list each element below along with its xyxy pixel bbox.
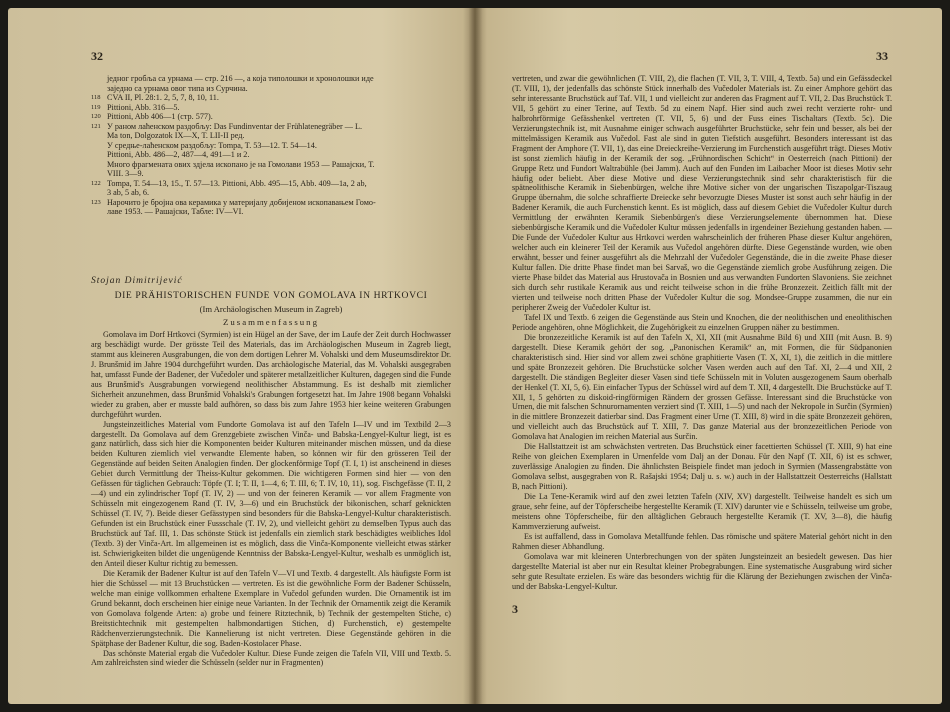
summary-text-continued — [512, 74, 892, 592]
footnote-line — [91, 141, 456, 151]
paragraph: Die La Tene-Keramik wird auf den zwei letzten Tafeln (XIV, XV) dargestellt. Teilweise handelt es sich um graue, sehr feine, auf der Töpferscheibe hergestellte Keramik (T. XIV) darunter vie e Schüsseln, teilweise um grobe, meistens ohne Töpferscheibe, für den alltäglichen Gebrauch hergestellte Keramik (T. XV, 3—8), die häufig Kammverzierung aufweist. — [512, 492, 892, 531]
page-number: 32 — [91, 49, 103, 63]
paragraph: vertreten, und zwar die gewöhnlichen (T. VIII, 2), die flachen (T. VII, 3, T. VIII, 4, Textb. 5a) und ein Gefässdeckel (T. VIII, 1), der jedenfalls das schönste Stück innerhalb des Vučedoler Materials ist. Zu einer Amphore gehört das sehr interessante Bruchstück auf Taf. VII, 1 und vielleicht zur anderen das Fragment auf T. VII, 2. Das Bruchstück T. VII, 5 gehört zu einer Terine, auf Textb. 5d zu einem Napf. Hier sind auch zwei recht verzierte rohr- und halbrohrförmige Gefässhenkel vertreten (T. VII, 5, 6) und der Fuss eines Tischaltars (Textb. 5c). Die Verzierungstechnik ist, mit Ausnahme einiger schwach ausgeführter Bruchstücke, sehr fein und besser, als bei der mittelmässigen Keramik aus Vučedol. Fast ale sind in guten Tiefstich ausgeführt. Besonders interessant ist das Fragment der Amphore (T. VII, 1), das eine Dreieckreihe-Verzierung im Furchenstich ausgeführt trägt. Dieses Motiv ist sonst ziemlich häufig in der Keramik der sog. „Frühnordischen Schicht“ in Oesterreich (nach Pittioni) der Gruppe Retz und Fundort Waltrabühle (bei Jamm). Auch auf den Funden im Laibacher Moor ist dieses Motiv sehr häufig oder beliebt. Aber diese Motive und diese Verzierungstechnik sind sehr charakteristisch für die spätneolithische Keramik in Siebenbürgen, welche ihre Motive sicher von der ungarischen Tiszapolgar-Tiszaug Gruppe übernahm, die solche schraffierte Dreiecke sehr bevorzugte Dieses Muster ist sonst auch sehr häufig in der Badener Keramik, die auch Furchenstich kennt. Es ist möglich, dass auf diesem Gebiet die Vučedoler Kultur durch Vermittlung der erwähnten Keramik Siebenbürgen's diese Verzierungselemente übernommen hat. Diese siebenbürgische Keramik und die Vučedoler Kultur müssen jedenfalls in irgendeiner Beziehung gestanden haben. — Die Funde der Vučedoler Kultur aus Hrtkovci werden wahrscheinlich der früheren Phase dieser Kultur angehören, welcher auch ein kleinerer Teil der Keramik aus Vučedol angehören dürfte. Diese Gegenstände wurden, wie oben erwähnt, besser und feiner ausgeführt als die Mehrzahl der Vučedoler Gegenstände, die in die zweite Phase dieser Kultur fallen. Die dritte Phase findet man bei Sarvaš, wo die Gegenstände ziemlich grobe Ausführung zeigen. Die vierte Phase bildet das Material aus Hrustovača in Bosnien und aus verwandten Fundorten Slavoniens. Sie zeichnet sich durch sehr rustikale Keramik aus und reicht teilweise schon in die frühe Bronzezeit. Zeitlich fällt mit der vierten und teilweise noch dritten Phase der Vučedoler Kultur die sog. Mondsee-Gruppe zusammen, die nur ein peripherer Zweig der Vučedoler Kultur ist. — [512, 74, 892, 312]
footnote-line — [91, 103, 456, 113]
footnote-number: 118 — [91, 94, 101, 101]
footnote-text: Pittioni, Abb. 316—5. — [107, 102, 180, 112]
footnote-line — [91, 84, 456, 94]
article-title: DIE PRÄHISTORISCHEN FUNDE VON GOMOLAVA IN HRTKOVCI — [114, 290, 428, 301]
footnote-text: Pittioni, Abb. 486—2, 487—4, 491—1 и 2. — [107, 150, 250, 159]
footnote-text: Ma ton, Dolgozatok IX—X, T. LII-II ред. — [107, 131, 245, 140]
article-subtitle: (Im Archäologischen Museum in Zagreb) — [199, 304, 343, 314]
footnote-line — [91, 207, 456, 217]
footnote-line — [91, 160, 456, 170]
footnote-text: 3 ab, 5 ab, 6. — [107, 188, 150, 197]
paragraph: Gomolava war mit kleineren Unterbrechungen von der späten Jungsteinzeit an besiedelt gewesen. Das hier dargestellte Material ist aber nur ein Resultat kleiner Probegrabungen. Eine systematische Ausgrabung wird sicher sehr gute Resultate erzielen. Es wäre das besonders wichtig für die Klärung der Beziehungen zwischen der Vinča- und der Babska-Lengyel-Kultur. — [512, 551, 892, 591]
footnote-line — [91, 198, 456, 208]
footnote-text: Tompa, T. 54—13, 15., T. 57—13. Pittioni, Abb. 495—15, Abb. 409—1a, 2 ab, — [107, 178, 367, 188]
signature-mark: 3 — [512, 602, 518, 616]
footnote-line — [91, 188, 456, 198]
footnote-line — [91, 179, 456, 189]
footnote-text: Pittioni, Abb 406—1 (стр. 577). — [107, 112, 213, 121]
paragraph: Jungsteinzeitliches Material vom Fundorte Gomolava ist auf den Tafeln I—IV und im Textbild 2—3 dargestellt. Da Gomolava auf dem Grenzgebiete zwischen Vinča- und Babska-Lengyel-Kultur liegt, ist es ganz natürlich, dass sich hier die Komponenten beider Kulturen miteinander mischen müssen, und da diese beiden Kulturen ziemlich viel verwandte Elemente haben, so können wir für den grösseren Teil der Gegenstände auf beiden Seiten Analogien finden. Der glockenförmige Topf (T. I, 1) ist anscheinend in dieses Gebiet durch Vermittlung der Theiss-Kultur gekommen. Die wichtigeren Formen sind hier — von den Gefässen für täglichen Gebrauch: Töpfe (T. I; T. II, 1—4, 6; T. III, 6; T. IV, 10, 11), sog. Fischgefässe (T. II, 2—4) und ein zylindrischer Topf (T. IV, 2) — und von der feineren Keramik — vor allem Fragmente von Schüsseln mit eingezogenem Rand (T. IV, 3—6) und ein Bruchstück der bikonischen, scharf geknickten Schüssel (T. IV, 7). Beide dieser Gefässtypen sind besonders für die Babska-Lengyel-Kultur charakteristisch. Gefunden ist ein Bruchstück einer Fussschale (T. IV, 2), und vielleicht gehört zu demselben Typus auch das Bruchstück auf Taf. III, 1. Das schönste Stück ist jedenfalls ein ziemlich stark beschädigtes weibliches Idol (Textb. 3) der Vinča-Art. Im allgemeinen ist es möglich, dass die Vinča-Komponente vielleicht etwas stärker ist. Schwierigkeiten bildet die ungenügende Kenntniss der Babska-Lengyel-Kultur, weshalb es unmöglich ist, den Anteil dieser Kultur richtig zu bemessen. — [91, 419, 451, 568]
footnote-text: У раном лаћенском раздобљу: Das Fundinventar der Frühlatenegräber — L. — [107, 121, 363, 131]
summary-text — [91, 330, 451, 668]
paragraph: Die Hallstattzeit ist am schwächsten vertreten. Das Bruchstück einer facettierten Schüssel (T. XIII, 9) hat eine Reihe von gleichen Exemplaren in Urnenfelde vom Dalj an der Donau. Für den Napf (T. XII, 6) ist es schwer, zuverlässige Analogien zu finden. Die ähnlichsten Beispiele findet man jedoch in Syrmien (Massengrabstätte von Gomolava selbst, ausgegraben von R. Rašajski 1954; Dalj u. s. w.) auch in der Hallstattzeit Oesterreichs (Hallstatt B, nach Pittioni). — [512, 442, 892, 492]
footnote-line — [91, 169, 456, 179]
footnote-text: Нарочито је бројна ова керамика у материјалу добијеном ископавањем Гомо- — [107, 197, 376, 207]
footnote-text: лаве 1953. — Рашајски, Табле: IV—VI. — [107, 207, 244, 216]
footnote-text: CVA II, Pl. 28:1. 2, 5, 7, 8, 10, 11. — [107, 93, 219, 102]
paragraph: Es ist auffallend, dass in Gomolava Metallfunde fehlen. Das römische und spätere Material gehört nicht in den Rahmen dieser Abhandlung. — [512, 531, 892, 551]
paragraph: Tafel IX und Textb. 6 zeigen die Gegenstände aus Stein und Knochen, die der neolithischen und eneolithischen Periode angehören, ohne Möglichkeit, die Zugehörigkeit zu einzelnen Gruppen näher zu bestimmen. — [512, 312, 892, 332]
footnote-text: Много фрагмената ових здјела ископано је на Гомолави 1953 — Рашајски, Т. — [107, 159, 375, 169]
footnote-line — [91, 74, 456, 84]
footnote-line — [91, 112, 456, 122]
footnotes — [91, 74, 456, 217]
footnote-line — [91, 150, 456, 160]
footnote-number: 122 — [91, 179, 101, 187]
footnote-number: 119 — [91, 103, 101, 111]
paragraph: Die Keramik der Badener Kultur ist auf den Tafeln V—VI und Textb. 4 dargestellt. Als häufigste Form ist hier die Schüssel — mit 13 Bruchstücken — vertreten. Es ist die gewöhnliche Form der Badener Schüsseln, welche man einige vollkommen erhaltene Exemplare in Vučedol gefunden wurden. Die Ornamentik ist im Grund bekannt, doch erscheinen hier einige neue Varianten. In der Technik der Ornamentik zeigt die Keramik von Gomolava folgende Arten: a) grobe und feinere Ritztechnik, b) Technik der gestempelten Stiche, c) Breitstichtechnik mit gestempelten halbmondartigen Stichen, d) Furchenstich, e) gestempelte Rädchenverzierungstechnik. Die Kannelierung ist nicht vertreten. Diese Gegenstände gehören in die Spätphase der Badener Kultur, die sog. Baden-Kostolacer Phase. — [91, 568, 451, 648]
footnote-number: 120 — [91, 113, 101, 120]
summary-heading: Zusammenfassung — [223, 317, 319, 327]
footnote-number: 123 — [91, 198, 101, 206]
right-page — [476, 8, 942, 704]
paragraph: Gomolava im Dorf Hrtkovci (Syrmien) ist ein Hügel an der Save, der im Laufe der Zeit durch Hochwasser arg beschädigt wurde. Der grösste Teil des Materials, das im Archäologischen Museum in Zagreb liegt, stammt aus kleineren Ausgrabungen, die von dem dortigen Lehrer M. Vohalski und dem Museumsdirektor Dr. J. Brunšmid im Jahre 1904 durchgeführt wurden. Das archäologische Material, das M. Vohalski ausgegraben hat, umfasst Funde der Badener, der Vučedoler und späterer metallzeitlicher Kulturen, dagegen sind die Funde aus Brunšmid's Ausgrabungen vorwiegend neolithischer Abstammung. Es ist deshalb mit ziemlicher Sicherheit anzunehmen, dass Brunšmid Vohalski's Grabungen fortgesetzt hat. Im Jahre 1908 begann Vohalski wieder zu graben, aber er musste bald aufhören, so dass bis zum Jahre 1953 hier keine weiteren Grabungen durchgeführt wurden. — [91, 330, 451, 419]
author-name: Stojan Dimitrijević — [91, 276, 183, 286]
footnote-line — [91, 131, 456, 141]
footnote-text: заједно са урнама овог типа из Сурчина. — [107, 83, 248, 93]
footnote-line — [91, 93, 456, 103]
footnote-text: У средње-лаћенском раздобљу: Tompa, T. 53—12. T. 54—14. — [107, 140, 317, 150]
footnote-text: једног гробља са урнама — стр. 216 —, а која типолошки и хронолошки иде — [107, 74, 374, 83]
footnote-number: 121 — [91, 122, 101, 130]
paragraph: Das schönste Material ergab die Vučedoler Kultur. Diese Funde zeigen die Tafeln VII, VIII und Textb. 5. Am zahlreichsten sind wieder die Schüsseln (selder nur in Fragmenten) — [91, 648, 451, 668]
paragraph: Die bronzezeitliche Keramik ist auf den Tafeln X, XI, XII (mit Ausnahme Bild 6) und XIII (mit Ausn. B. 9) dargestellt. Diese Keramik gehört der sog. „Panonischen Keramik“ an, mit Formen, die für Südpanonien charakteristisch sind. Hier sind vor allem zwei schöne graphitierte Vasen (T. X, XI, 1), die zeitlich in die mittlere und späte Bronzezeit gehören. Die Bruchstücke solcher Vasen werden auch auf den Taf. XI, 2—4 und XII, 2 dargestellt. Die ständigen Begleiter dieser Vasen sind tiefe Schüsseln mit in Voluten ausgezogenem Saum oberhalb der Henkel (T. XI, 5, 6). Ein einfacher Typus der Schüssel wird auf dem T. XII, 4 dargestellt. Die Bruchstücke auf T. XII, 1, 5 gehörten zu diskoid-ringförmigen Rändern der grossen Gefässe. Interessant sind die Bruchstücke von Urnen, die mit falschen Schnurornamenten verziert sind (T. XIII, 1—5) und nach der Nekropole in Surčin (Syrmien) in die mittlere Bronzezeit datierbar sind. Das Fragment einer Urne (T. XIII, 8) wird in die späte Bronzezeit gehören, und vielleicht auch das Bruchstück auf T. XIII, 7. Das ganze Material aus der bronzezeitlichen Periode von Gomolava hat Analogien im reichen Material aus Surčin. — [512, 332, 892, 442]
footnote-text: VIII. 3—9. — [107, 169, 144, 178]
book-spread — [8, 8, 942, 704]
page-number: 33 — [876, 49, 888, 63]
left-page — [8, 8, 474, 704]
footnote-line — [91, 122, 456, 132]
